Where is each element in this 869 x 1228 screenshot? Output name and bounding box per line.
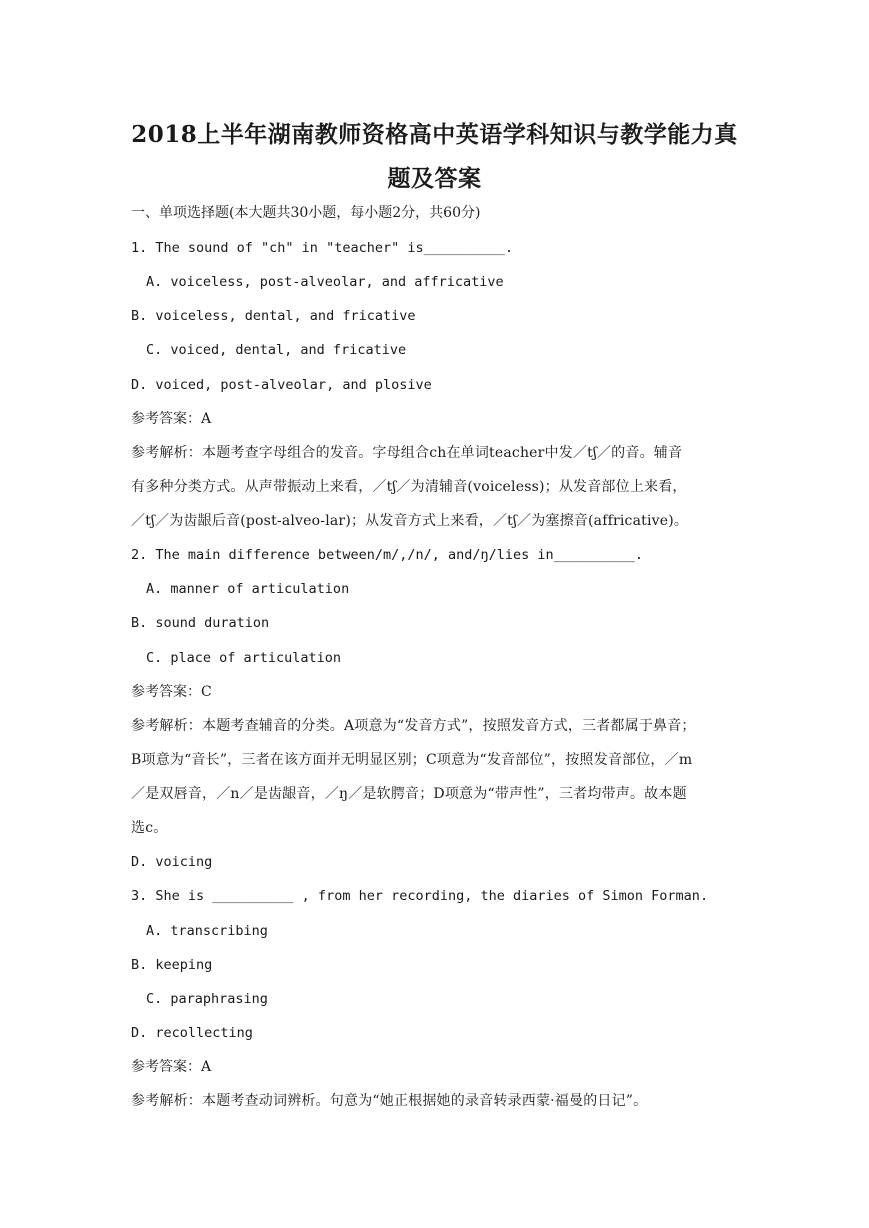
question-3-option-b: B. keeping — [131, 957, 213, 973]
question-3-option-d: D. recollecting — [131, 1025, 253, 1041]
question-2-stem: 2. The main difference between/m/,/n/, and/ŋ/lies in__________. — [131, 547, 644, 563]
question-1-option-b: B. voiceless, dental, and fricative — [131, 308, 416, 324]
question-2-option-d: D. voicing — [131, 854, 213, 870]
question-3-option-c: C. paraphrasing — [146, 991, 268, 1007]
question-1-stem: 1. The sound of "ch" in "teacher" is__________. — [131, 240, 514, 256]
question-2-explanation-line4: 选c。 — [131, 820, 168, 836]
question-1-option-a: A. voiceless, post-alveolar, and affricative — [146, 274, 504, 290]
question-2-explanation-line2: B项意为“音长”，三者在该方面并无明显区别；C项意为“发音部位”，按照发音部位，／m — [131, 752, 693, 768]
question-1-option-c: C. voiced, dental, and fricative — [146, 342, 407, 358]
question-1-explanation-line1: 参考解析：本题考查字母组合的发音。字母组合ch在单词teacher中发／tʃ／的音。辅音 — [131, 445, 683, 461]
question-3-option-a: A. transcribing — [146, 923, 268, 939]
question-3-explanation-line1: 参考解析：本题考查动词辨析。句意为“她正根据她的录音转录西蒙·福曼的日记”。 — [131, 1093, 648, 1109]
question-3-stem: 3. She is __________ , from her recording, the diaries of Simon Forman. — [131, 888, 709, 904]
question-3-answer: 参考答案：A — [131, 1059, 212, 1075]
question-2-option-c: C. place of articulation — [146, 650, 342, 666]
question-1-answer: 参考答案：A — [131, 411, 212, 427]
question-2-answer: 参考答案：C — [131, 684, 212, 700]
question-2-explanation-line3: ／是双唇音，／n／是齿龈音，／ŋ／是软腭音；D项意为“带声性”，三者均带声。故本题 — [131, 786, 687, 802]
document-title-line1: 2018上半年湖南教师资格高中英语学科知识与教学能力真 — [131, 121, 738, 148]
question-1-option-d: D. voiced, post-alveolar, and plosive — [131, 377, 432, 393]
question-2-explanation-line1: 参考解析：本题考查辅音的分类。A项意为“发音方式”，按照发音方式，三者都属于鼻音； — [131, 718, 696, 734]
question-1-explanation-line2: 有多种分类方式。从声带振动上来看，／tʃ／为清辅音(voiceless)；从发音部位上来看， — [131, 479, 687, 495]
question-2-option-b: B. sound duration — [131, 615, 270, 631]
document-title-line2: 题及答案 — [387, 165, 482, 192]
question-1-explanation-line3: ／tʃ／为齿龈后音(post-alveo-lar)；从发音方式上来看，／tʃ／为塞擦音(affricative)。 — [131, 513, 689, 529]
section-heading: 一、单项选择题(本大题共30小题，每小题2分，共60分) — [131, 205, 481, 221]
question-2-option-a: A. manner of articulation — [146, 581, 350, 597]
